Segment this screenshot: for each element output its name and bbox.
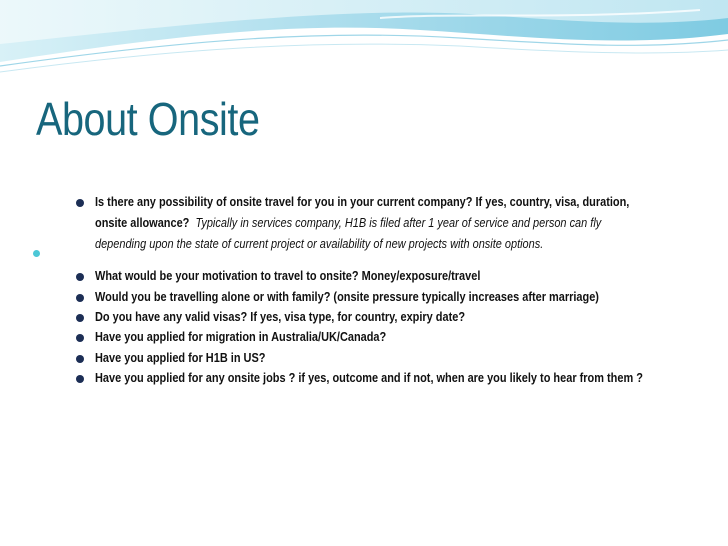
bullet-icon [76, 314, 84, 322]
bullet-item-motivation: What would be your motivation to travel to onsite? Money/exposure/travel [95, 269, 481, 283]
bullet-icon [76, 355, 84, 363]
bullet-italic-line: depending upon the state of current project or availability of new projects with onsite options. [95, 237, 544, 251]
bullet-line [95, 213, 629, 234]
bullet-icon [76, 375, 84, 383]
bullet-italic-text: Typically in services company, H1B is filed after 1 year of service and person can fly [195, 216, 602, 230]
bullet-item-family: Would you be travelling alone or with family? (onsite pressure typically increases after marriage) [95, 290, 599, 304]
bullet-item-onsite-jobs: Have you applied for any onsite jobs ? if yes, outcome and if not, when are you likely to hear from them ? [95, 371, 643, 385]
bullet-icon [76, 273, 84, 281]
slide-title: About Onsite [36, 93, 260, 145]
bullet-bold-text: onsite allowance? [95, 216, 190, 230]
bullet-line: Is there any possibility of onsite travel for you in your current company? If yes, country, visa, duration, [95, 195, 630, 209]
empty-bullet-icon [33, 250, 40, 257]
bullet-icon [76, 199, 84, 207]
bullet-icon [76, 334, 84, 342]
bullet-item-migration: Have you applied for migration in Australia/UK/Canada? [95, 330, 387, 344]
bullet-icon [76, 294, 84, 302]
bullet-item-onsite-possibility [95, 192, 629, 255]
bullet-item-visas: Do you have any valid visas? If yes, visa type, for country, expiry date? [95, 310, 466, 324]
bullet-item-h1b: Have you applied for H1B in US? [95, 351, 266, 365]
